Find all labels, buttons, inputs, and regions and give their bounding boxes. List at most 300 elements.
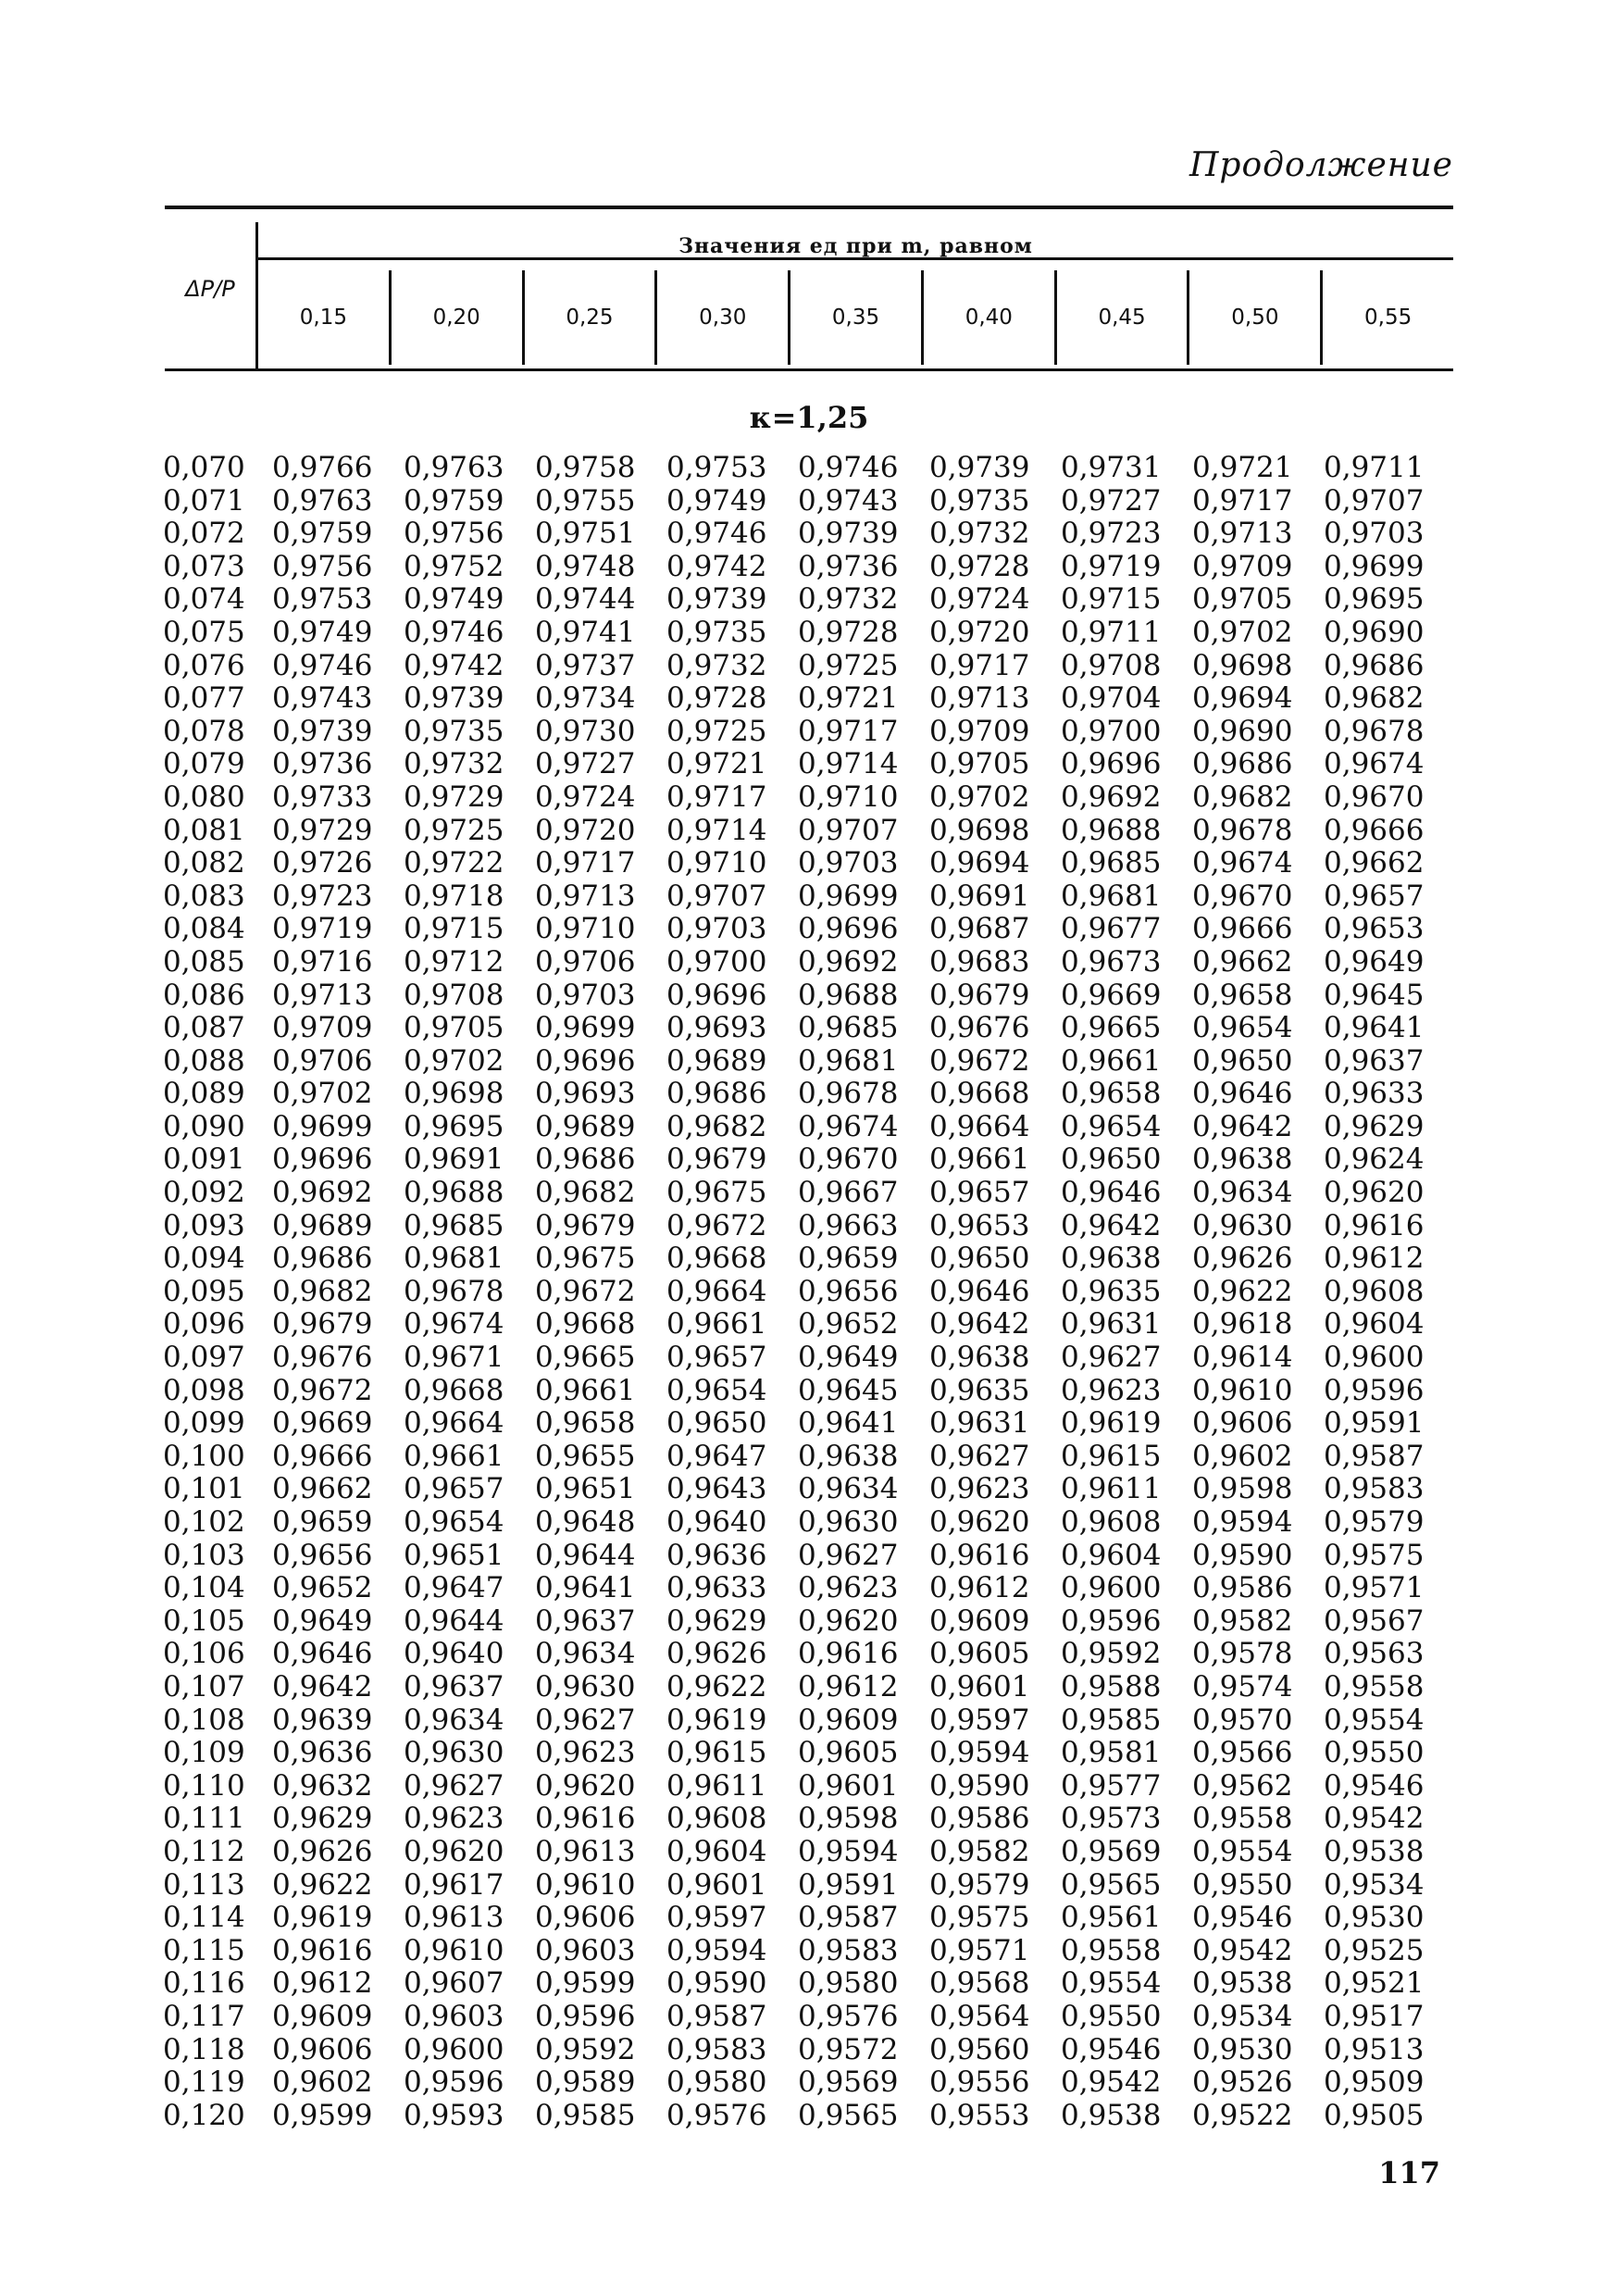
value-cell: 0,9722 — [404, 846, 504, 880]
value-cell: 0,9737 — [535, 648, 636, 682]
table-row — [159, 1869, 1455, 1903]
value-cell: 0,9630 — [535, 1669, 636, 1703]
table-row — [159, 1671, 1455, 1704]
row-key-cell: 0,088 — [163, 1043, 245, 1078]
value-cell: 0,9604 — [666, 1834, 767, 1868]
value-cell: 0,9682 — [666, 1109, 767, 1143]
value-cell: 0,9580 — [798, 1966, 899, 2001]
value-cell: 0,9646 — [929, 1274, 1030, 1308]
value-cell: 0,9739 — [272, 714, 373, 748]
row-key-cell: 0,099 — [163, 1406, 245, 1441]
value-cell: 0,9534 — [1324, 1867, 1425, 1902]
value-cell: 0,9600 — [404, 2032, 504, 2066]
value-cell: 0,9692 — [1061, 780, 1162, 814]
value-cell: 0,9602 — [272, 2065, 373, 2100]
value-cell: 0,9646 — [1192, 1077, 1293, 1111]
value-cell: 0,9567 — [1324, 1603, 1425, 1638]
value-cell: 0,9694 — [1192, 681, 1293, 716]
value-cell: 0,9682 — [535, 1176, 636, 1210]
value-cell: 0,9664 — [404, 1406, 504, 1441]
table-row — [159, 452, 1455, 485]
table-row — [159, 2100, 1455, 2133]
value-cell: 0,9587 — [798, 1901, 899, 1935]
value-cell: 0,9668 — [666, 1242, 767, 1276]
value-cell: 0,9641 — [535, 1571, 636, 1605]
value-cell: 0,9615 — [666, 1736, 767, 1770]
value-cell: 0,9672 — [666, 1208, 767, 1242]
row-key-cell: 0,116 — [163, 1966, 245, 2001]
value-cell: 0,9703 — [1324, 517, 1425, 551]
value-cell: 0,9702 — [272, 1077, 373, 1111]
value-cell: 0,9565 — [1061, 1867, 1162, 1902]
value-cell: 0,9629 — [272, 1802, 373, 1836]
value-cell: 0,9706 — [535, 944, 636, 979]
value-cell: 0,9693 — [666, 1011, 767, 1045]
value-cell: 0,9668 — [404, 1373, 504, 1407]
value-cell: 0,9591 — [798, 1867, 899, 1902]
value-cell: 0,9721 — [666, 747, 767, 781]
value-cell: 0,9609 — [272, 1999, 373, 2033]
value-cell: 0,9739 — [929, 451, 1030, 484]
value-cell: 0,9749 — [666, 483, 767, 518]
value-cell: 0,9695 — [1324, 582, 1425, 617]
table-row — [159, 583, 1455, 617]
value-cell: 0,9638 — [929, 1341, 1030, 1375]
value-cell: 0,9599 — [272, 2098, 373, 2132]
value-cell: 0,9610 — [535, 1867, 636, 1902]
value-cell: 0,9642 — [1192, 1109, 1293, 1143]
row-key-cell: 0,108 — [163, 1703, 245, 1737]
value-cell: 0,9601 — [929, 1669, 1030, 1703]
value-cell: 0,9601 — [798, 1768, 899, 1803]
value-cell: 0,9755 — [535, 483, 636, 518]
value-cell: 0,9582 — [929, 1834, 1030, 1868]
value-cell: 0,9705 — [929, 747, 1030, 781]
value-cell: 0,9554 — [1192, 1834, 1293, 1868]
value-cell: 0,9662 — [1324, 846, 1425, 880]
value-cell: 0,9657 — [666, 1341, 767, 1375]
value-cell: 0,9610 — [1192, 1373, 1293, 1407]
table-header — [165, 206, 1453, 371]
value-cell: 0,9707 — [798, 813, 899, 847]
value-cell: 0,9662 — [272, 1472, 373, 1506]
value-cell: 0,9702 — [1192, 615, 1293, 649]
value-cell: 0,9592 — [1061, 1637, 1162, 1671]
value-cell: 0,9593 — [404, 2098, 504, 2132]
value-cell: 0,9606 — [272, 2032, 373, 2066]
value-cell: 0,9707 — [1324, 483, 1425, 518]
table-row — [159, 485, 1455, 518]
value-cell: 0,9556 — [929, 2065, 1030, 2100]
value-cell: 0,9696 — [798, 912, 899, 946]
value-cell: 0,9673 — [1061, 944, 1162, 979]
value-cell: 0,9732 — [404, 747, 504, 781]
column-header: 0,55 — [1320, 270, 1453, 365]
value-cell: 0,9604 — [1324, 1307, 1425, 1341]
row-key-cell: 0,113 — [163, 1867, 245, 1902]
value-cell: 0,9546 — [1061, 2032, 1162, 2066]
value-cell: 0,9658 — [1061, 1077, 1162, 1111]
value-cell: 0,9721 — [1192, 451, 1293, 484]
section-label: κ=1,25 — [749, 400, 869, 435]
value-cell: 0,9735 — [404, 714, 504, 748]
value-cell: 0,9711 — [1061, 615, 1162, 649]
value-cell: 0,9609 — [929, 1603, 1030, 1638]
value-cell: 0,9692 — [272, 1176, 373, 1210]
value-cell: 0,9627 — [404, 1768, 504, 1803]
value-cell: 0,9709 — [272, 1011, 373, 1045]
value-cell: 0,9603 — [535, 1933, 636, 1967]
row-key-cell: 0,095 — [163, 1274, 245, 1308]
value-cell: 0,9615 — [1061, 1439, 1162, 1473]
value-cell: 0,9637 — [404, 1669, 504, 1703]
value-cell: 0,9630 — [1192, 1208, 1293, 1242]
row-key-cell: 0,111 — [163, 1802, 245, 1836]
value-cell: 0,9685 — [404, 1208, 504, 1242]
column-header: 0,50 — [1187, 270, 1320, 365]
table-row — [159, 1506, 1455, 1540]
value-cell: 0,9686 — [1324, 648, 1425, 682]
value-cell: 0,9663 — [798, 1208, 899, 1242]
row-key-cell: 0,104 — [163, 1571, 245, 1605]
value-cell: 0,9637 — [1324, 1043, 1425, 1078]
value-cell: 0,9703 — [666, 912, 767, 946]
row-key-cell: 0,076 — [163, 648, 245, 682]
table-row — [159, 2034, 1455, 2067]
value-cell: 0,9588 — [1061, 1669, 1162, 1703]
value-cell: 0,9568 — [929, 1966, 1030, 2001]
value-cell: 0,9732 — [798, 582, 899, 617]
value-cell: 0,9661 — [1061, 1043, 1162, 1078]
table-row — [159, 551, 1455, 584]
value-cell: 0,9664 — [929, 1109, 1030, 1143]
value-cell: 0,9756 — [404, 517, 504, 551]
value-cell: 0,9611 — [1061, 1472, 1162, 1506]
table-row — [159, 1045, 1455, 1079]
row-key-cell: 0,115 — [163, 1933, 245, 1967]
value-cell: 0,9668 — [535, 1307, 636, 1341]
value-cell: 0,9542 — [1192, 1933, 1293, 1967]
value-cell: 0,9670 — [1192, 879, 1293, 913]
value-cell: 0,9571 — [1324, 1571, 1425, 1605]
row-key-cell: 0,114 — [163, 1901, 245, 1935]
value-cell: 0,9653 — [1324, 912, 1425, 946]
value-cell: 0,9558 — [1324, 1669, 1425, 1703]
table-row — [159, 1935, 1455, 1968]
value-cell: 0,9696 — [1061, 747, 1162, 781]
value-cell: 0,9736 — [798, 549, 899, 583]
value-cell: 0,9661 — [404, 1439, 504, 1473]
value-cell: 0,9655 — [535, 1439, 636, 1473]
value-cell: 0,9672 — [535, 1274, 636, 1308]
table-row — [159, 1308, 1455, 1341]
value-cell: 0,9613 — [535, 1834, 636, 1868]
value-cell: 0,9587 — [1324, 1439, 1425, 1473]
value-cell: 0,9619 — [1061, 1406, 1162, 1441]
value-cell: 0,9560 — [929, 2032, 1030, 2066]
value-cell: 0,9705 — [1192, 582, 1293, 617]
value-cell: 0,9659 — [798, 1242, 899, 1276]
value-cell: 0,9656 — [798, 1274, 899, 1308]
value-cell: 0,9705 — [404, 1011, 504, 1045]
value-cell: 0,9763 — [272, 483, 373, 518]
value-cell: 0,9647 — [666, 1439, 767, 1473]
value-cell: 0,9550 — [1324, 1736, 1425, 1770]
value-cell: 0,9713 — [929, 681, 1030, 716]
value-cell: 0,9682 — [1324, 681, 1425, 716]
value-cell: 0,9728 — [798, 615, 899, 649]
value-cell: 0,9681 — [1061, 879, 1162, 913]
table-row — [159, 1341, 1455, 1375]
value-cell: 0,9746 — [404, 615, 504, 649]
value-cell: 0,9638 — [1192, 1142, 1293, 1177]
value-cell: 0,9610 — [404, 1933, 504, 1967]
value-cell: 0,9692 — [798, 944, 899, 979]
value-cell: 0,9542 — [1324, 1802, 1425, 1836]
value-cell: 0,9720 — [929, 615, 1030, 649]
row-key-cell: 0,117 — [163, 1999, 245, 2033]
value-cell: 0,9587 — [666, 1999, 767, 2033]
value-cell: 0,9530 — [1192, 2032, 1293, 2066]
value-cell: 0,9726 — [272, 846, 373, 880]
value-cell: 0,9674 — [1324, 747, 1425, 781]
value-cell: 0,9678 — [404, 1274, 504, 1308]
value-cell: 0,9658 — [1192, 978, 1293, 1012]
value-cell: 0,9732 — [666, 648, 767, 682]
table-row — [159, 1770, 1455, 1803]
table-row — [159, 2066, 1455, 2100]
row-key-cell: 0,098 — [163, 1373, 245, 1407]
row-key-cell: 0,100 — [163, 1439, 245, 1473]
value-cell: 0,9575 — [929, 1901, 1030, 1935]
value-cell: 0,9596 — [404, 2065, 504, 2100]
table-row — [159, 1078, 1455, 1111]
value-cell: 0,9676 — [272, 1341, 373, 1375]
value-cell: 0,9679 — [929, 978, 1030, 1012]
value-cell: 0,9626 — [272, 1834, 373, 1868]
row-key-cell: 0,092 — [163, 1176, 245, 1210]
value-cell: 0,9563 — [1324, 1637, 1425, 1671]
value-cell: 0,9710 — [798, 780, 899, 814]
value-cell: 0,9639 — [272, 1703, 373, 1737]
value-cell: 0,9599 — [535, 1966, 636, 2001]
value-cell: 0,9569 — [1061, 1834, 1162, 1868]
value-cell: 0,9608 — [1324, 1274, 1425, 1308]
value-cell: 0,9629 — [1324, 1109, 1425, 1143]
value-cell: 0,9685 — [798, 1011, 899, 1045]
header-title-rule — [258, 257, 1453, 260]
row-key-cell: 0,074 — [163, 582, 245, 617]
value-cell: 0,9643 — [666, 1472, 767, 1506]
continuation-label: Продолжение — [1189, 146, 1453, 184]
value-cell: 0,9638 — [798, 1439, 899, 1473]
value-cell: 0,9576 — [666, 2098, 767, 2132]
table-row — [159, 682, 1455, 716]
value-cell: 0,9688 — [798, 978, 899, 1012]
value-cell: 0,9698 — [929, 813, 1030, 847]
value-cell: 0,9723 — [272, 879, 373, 913]
value-cell: 0,9652 — [272, 1571, 373, 1605]
value-cell: 0,9566 — [1192, 1736, 1293, 1770]
value-cell: 0,9649 — [798, 1341, 899, 1375]
value-cell: 0,9685 — [1061, 846, 1162, 880]
value-cell: 0,9736 — [272, 747, 373, 781]
value-cell: 0,9703 — [535, 978, 636, 1012]
value-cell: 0,9742 — [666, 549, 767, 583]
value-cell: 0,9645 — [1324, 978, 1425, 1012]
value-cell: 0,9735 — [929, 483, 1030, 518]
table-row — [159, 1540, 1455, 1573]
value-cell: 0,9636 — [666, 1538, 767, 1572]
value-cell: 0,9689 — [666, 1043, 767, 1078]
row-key-cell: 0,081 — [163, 813, 245, 847]
value-cell: 0,9727 — [1061, 483, 1162, 518]
table-row — [159, 946, 1455, 980]
value-cell: 0,9699 — [272, 1109, 373, 1143]
value-cell: 0,9713 — [1192, 517, 1293, 551]
value-cell: 0,9602 — [1192, 1439, 1293, 1473]
value-cell: 0,9713 — [535, 879, 636, 913]
value-cell: 0,9721 — [798, 681, 899, 716]
value-cell: 0,9746 — [798, 451, 899, 484]
value-cell: 0,9642 — [272, 1669, 373, 1703]
value-cell: 0,9674 — [798, 1109, 899, 1143]
value-cell: 0,9688 — [404, 1176, 504, 1210]
value-cell: 0,9564 — [929, 1999, 1030, 2033]
value-cell: 0,9644 — [535, 1538, 636, 1572]
value-cell: 0,9704 — [1061, 681, 1162, 716]
value-cell: 0,9741 — [535, 615, 636, 649]
value-cell: 0,9693 — [535, 1077, 636, 1111]
value-cell: 0,9686 — [535, 1142, 636, 1177]
column-header: 0,25 — [522, 270, 655, 365]
row-key-cell: 0,082 — [163, 846, 245, 880]
row-key-cell: 0,090 — [163, 1109, 245, 1143]
value-cell: 0,9654 — [1192, 1011, 1293, 1045]
value-cell: 0,9637 — [535, 1603, 636, 1638]
row-label-header: ΔP/P — [185, 276, 235, 302]
value-cell: 0,9605 — [929, 1637, 1030, 1671]
value-cell: 0,9608 — [666, 1802, 767, 1836]
value-cell: 0,9554 — [1324, 1703, 1425, 1737]
table-row — [159, 1605, 1455, 1639]
value-cell: 0,9723 — [1061, 517, 1162, 551]
value-cell: 0,9666 — [1324, 813, 1425, 847]
value-cell: 0,9651 — [535, 1472, 636, 1506]
table-row — [159, 913, 1455, 946]
value-cell: 0,9725 — [404, 813, 504, 847]
value-cell: 0,9731 — [1061, 451, 1162, 484]
value-cell: 0,9648 — [535, 1505, 636, 1539]
value-cell: 0,9630 — [404, 1736, 504, 1770]
value-cell: 0,9623 — [798, 1571, 899, 1605]
value-cell: 0,9703 — [798, 846, 899, 880]
value-cell: 0,9664 — [666, 1274, 767, 1308]
header-title: Значения eд при m, равном — [678, 234, 1033, 258]
column-header: 0,30 — [654, 270, 788, 365]
value-cell: 0,9604 — [1061, 1538, 1162, 1572]
value-cell: 0,9732 — [929, 517, 1030, 551]
value-cell: 0,9699 — [798, 879, 899, 913]
value-cell: 0,9640 — [404, 1637, 504, 1671]
table-row — [159, 815, 1455, 848]
value-cell: 0,9672 — [272, 1373, 373, 1407]
value-cell: 0,9678 — [1324, 714, 1425, 748]
value-cell: 0,9538 — [1192, 1966, 1293, 2001]
table-row — [159, 1638, 1455, 1671]
value-cell: 0,9586 — [1192, 1571, 1293, 1605]
value-cell: 0,9579 — [929, 1867, 1030, 1902]
table-row — [159, 1242, 1455, 1276]
value-cell: 0,9647 — [404, 1571, 504, 1605]
table-row — [159, 1836, 1455, 1869]
value-cell: 0,9716 — [272, 944, 373, 979]
value-cell: 0,9634 — [798, 1472, 899, 1506]
value-cell: 0,9689 — [535, 1109, 636, 1143]
value-cell: 0,9665 — [535, 1341, 636, 1375]
value-cell: 0,9641 — [1324, 1011, 1425, 1045]
value-cell: 0,9657 — [404, 1472, 504, 1506]
value-cell: 0,9633 — [666, 1571, 767, 1605]
value-cell: 0,9623 — [1061, 1373, 1162, 1407]
row-key-cell: 0,077 — [163, 681, 245, 716]
value-cell: 0,9562 — [1192, 1768, 1293, 1803]
value-cell: 0,9605 — [798, 1736, 899, 1770]
value-cell: 0,9575 — [1324, 1538, 1425, 1572]
value-cell: 0,9708 — [404, 978, 504, 1012]
value-cell: 0,9724 — [929, 582, 1030, 617]
table-row — [159, 1012, 1455, 1045]
value-cell: 0,9634 — [404, 1703, 504, 1737]
value-cell: 0,9702 — [929, 780, 1030, 814]
value-cell: 0,9710 — [535, 912, 636, 946]
table-row — [159, 716, 1455, 749]
value-cell: 0,9612 — [272, 1966, 373, 2001]
value-cell: 0,9739 — [404, 681, 504, 716]
value-cell: 0,9658 — [535, 1406, 636, 1441]
value-cell: 0,9565 — [798, 2098, 899, 2132]
value-cell: 0,9640 — [666, 1505, 767, 1539]
value-cell: 0,9627 — [798, 1538, 899, 1572]
value-cell: 0,9634 — [535, 1637, 636, 1671]
table-row — [159, 1441, 1455, 1474]
value-cell: 0,9719 — [272, 912, 373, 946]
value-cell: 0,9727 — [535, 747, 636, 781]
value-cell: 0,9759 — [272, 517, 373, 551]
value-cell: 0,9756 — [272, 549, 373, 583]
value-cell: 0,9622 — [272, 1867, 373, 1902]
value-cell: 0,9725 — [798, 648, 899, 682]
value-cell: 0,9530 — [1324, 1901, 1425, 1935]
value-cell: 0,9682 — [1192, 780, 1293, 814]
value-cell: 0,9619 — [272, 1901, 373, 1935]
value-cell: 0,9616 — [798, 1637, 899, 1671]
column-header: 0,15 — [299, 306, 347, 330]
value-cell: 0,9644 — [404, 1603, 504, 1638]
row-key-cell: 0,096 — [163, 1307, 245, 1341]
value-cell: 0,9553 — [929, 2098, 1030, 2132]
value-cell: 0,9534 — [1192, 1999, 1293, 2033]
value-cell: 0,9626 — [666, 1637, 767, 1671]
value-cell: 0,9682 — [272, 1274, 373, 1308]
value-cell: 0,9742 — [404, 648, 504, 682]
value-cell: 0,9751 — [535, 517, 636, 551]
value-cell: 0,9616 — [272, 1933, 373, 1967]
value-cell: 0,9585 — [1061, 1703, 1162, 1737]
value-cell: 0,9666 — [1192, 912, 1293, 946]
value-cell: 0,9651 — [404, 1538, 504, 1572]
value-cell: 0,9661 — [666, 1307, 767, 1341]
